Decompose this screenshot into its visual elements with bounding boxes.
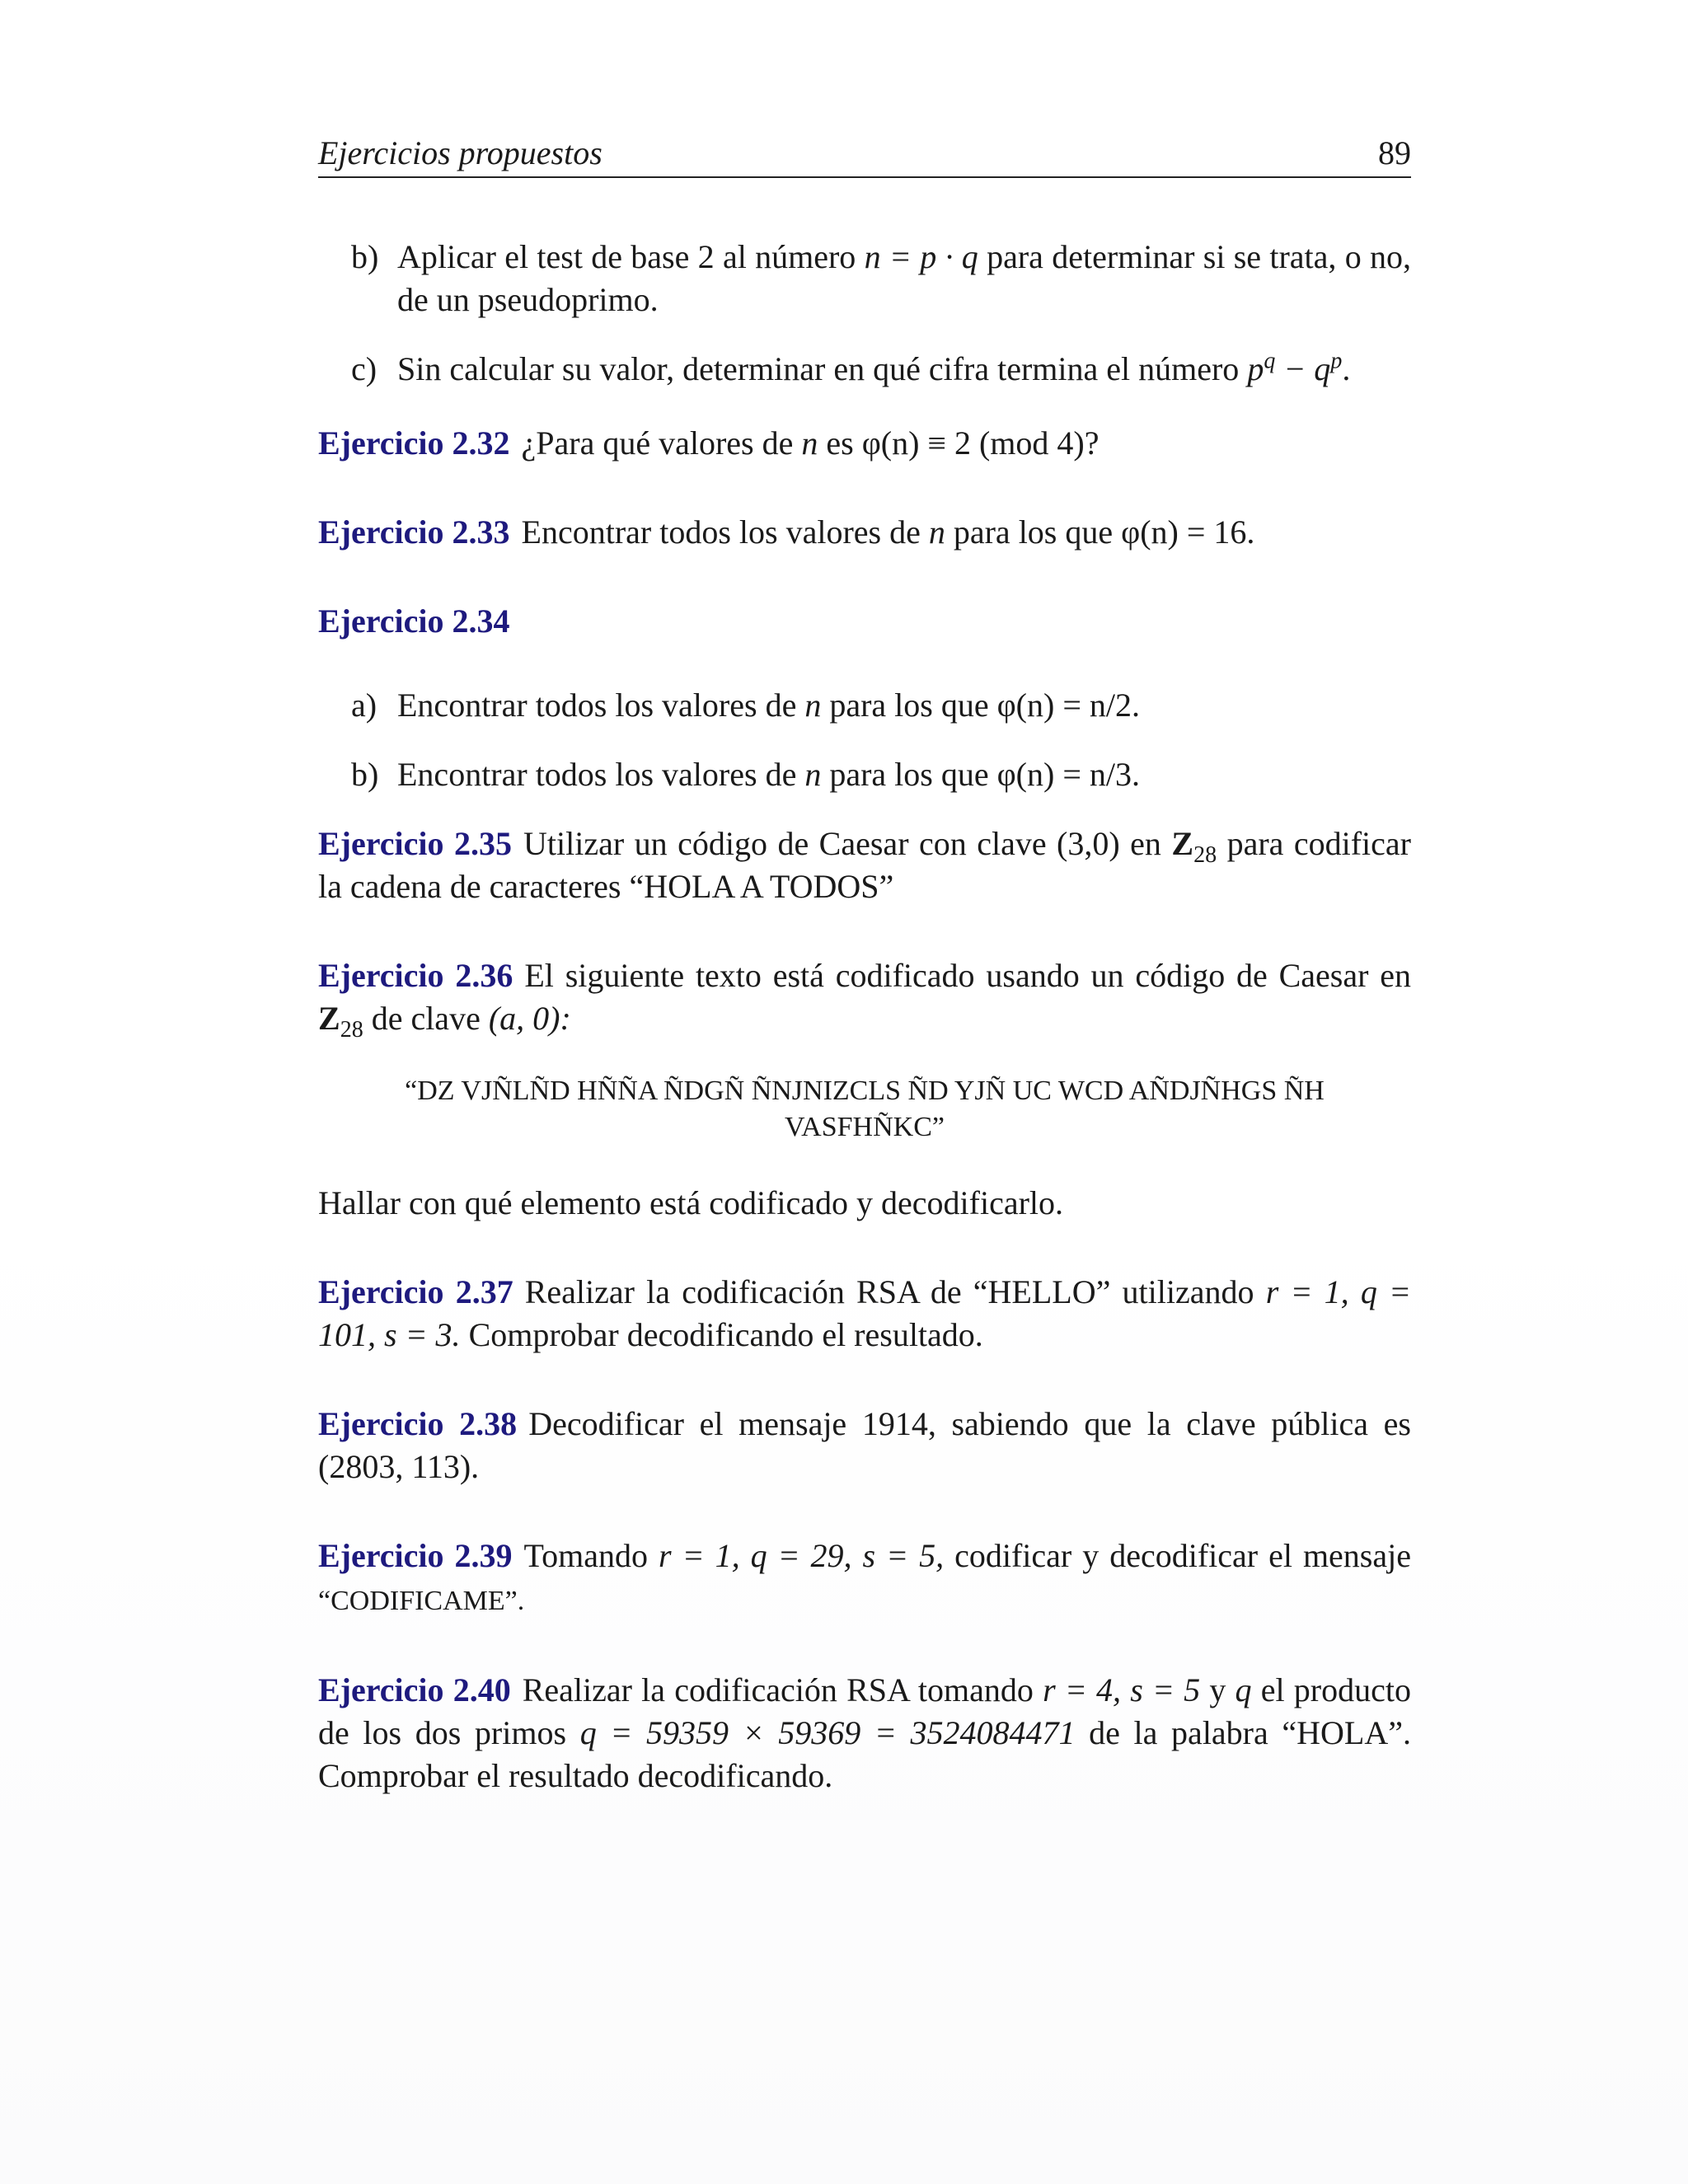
exercise-label: Ejercicio 2.36 (318, 957, 513, 994)
exercise-2-39 (318, 1535, 1411, 1623)
exercise-label: Ejercicio 2.37 (318, 1273, 513, 1310)
math-sub: 28 (1193, 842, 1217, 868)
math: φ(n) = 16. (1121, 513, 1255, 551)
item-tag: b) (351, 756, 379, 793)
exercise-2-36 (318, 954, 1411, 1043)
math: n (801, 424, 818, 462)
running-header (318, 132, 1411, 178)
cipher-text: “DZ VJÑLÑD HÑÑA ÑDGÑ ÑNJNIZCLS ÑD YJÑ UC WCD AÑDJÑHGS ÑH VASFHÑKC” (405, 1076, 1325, 1142)
list-item (351, 348, 1411, 391)
math: (a, 0): (488, 1000, 571, 1037)
text: Sin calcular su valor, determinar en qué cifra termina el número (397, 350, 1248, 387)
math: φ(n) = n/2. (996, 687, 1140, 724)
text: es (818, 424, 862, 462)
list-item (351, 684, 1411, 727)
text: Comprobar decodificando el resultado. (460, 1316, 983, 1353)
exercise-2-36-instruction: Hallar con qué elemento está codificado y decodificarlo. (318, 1184, 1064, 1221)
math: q = 59359 × 59369 = 3524084471 (579, 1714, 1076, 1751)
text: para los que (821, 756, 997, 793)
exercise-2-37 (318, 1271, 1411, 1357)
text: Utilizar un código de Caesar con clave (3,0) en (523, 825, 1172, 862)
text: el producto de los dos primos (318, 1671, 1411, 1751)
math: φ(n) = n/3. (996, 756, 1140, 793)
text: Decodificar el mensaje 1914, sabiendo que la clave pública es (2803, 113). (318, 1405, 1411, 1485)
text: para codificar la cadena de caracteres “HOLA A TODOS” (318, 825, 1411, 905)
exercise-2-34-items (318, 684, 1411, 796)
exercise-label: Ejercicio 2.38 (318, 1405, 518, 1442)
exercise-label: Ejercicio 2.40 (318, 1671, 511, 1708)
exercise-2-40 (318, 1669, 1411, 1797)
text: Tomando (523, 1537, 659, 1574)
math-sup: p (1330, 348, 1343, 374)
text: de clave (363, 1000, 489, 1037)
math: − q (1275, 350, 1331, 387)
item-text (397, 348, 1411, 391)
text: ¿Para qué valores de (521, 424, 802, 462)
item-text (397, 236, 1411, 321)
exercise-2-32 (318, 422, 1411, 465)
exercise-label: Ejercicio 2.35 (318, 825, 512, 862)
math-sub: 28 (340, 1017, 363, 1043)
exercise-2-34 (318, 600, 1411, 643)
exercise-2-33 (318, 511, 1411, 554)
text: para los que (821, 687, 997, 724)
math-set: Z (318, 1000, 340, 1037)
math: r = 1, q = 29, s = 5, (659, 1537, 945, 1574)
text: . (1342, 350, 1351, 387)
exercise-label: Ejercicio 2.34 (318, 602, 510, 640)
exercise-label: Ejercicio 2.33 (318, 513, 510, 551)
section-title: Ejercicios propuestos (318, 134, 603, 171)
text: Encontrar todos los valores de (521, 513, 929, 551)
text: y (1200, 1671, 1236, 1708)
item-text (397, 684, 1411, 727)
item-text (397, 753, 1411, 796)
text: de la palabra “HOLA”. Comprobar el resultado decodificando. (318, 1714, 1411, 1794)
math: r = 4, s = 5 (1043, 1671, 1201, 1708)
text: Encontrar todos los valores de (397, 687, 805, 724)
text: para los que (945, 513, 1122, 551)
item-tag: c) (351, 350, 377, 387)
math: n (804, 756, 822, 793)
math: p (1247, 350, 1264, 387)
document-page (318, 132, 1411, 1797)
list-item (351, 236, 1411, 321)
text: Realizar la codificación RSA tomando (522, 1671, 1043, 1708)
item-tag: a) (351, 687, 377, 724)
math: q (1235, 1671, 1252, 1708)
item-tag: b) (351, 238, 379, 275)
message-text: “CODIFICAME”. (318, 1586, 525, 1616)
math-sup: q (1264, 348, 1276, 374)
exercise-label: Ejercicio 2.32 (318, 424, 510, 462)
math: n = p · q (864, 238, 978, 275)
list-item (351, 753, 1411, 796)
math: r = 1, q = 101, s = 3. (318, 1273, 1411, 1353)
text: Aplicar el test de base 2 al número (397, 238, 865, 275)
math-set: Z (1171, 825, 1194, 862)
math: n (928, 513, 945, 551)
text: codificar y decodificar el mensaje (944, 1537, 1411, 1574)
math: φ(n) ≡ 2 (mod 4)? (861, 424, 1100, 462)
exercise-2-35 (318, 823, 1411, 908)
previous-exercise-items (318, 236, 1411, 391)
text: El siguiente texto está codificado usando un código de Caesar en (524, 957, 1411, 994)
text: para determinar si se trata, o no, de un pseudoprimo. (397, 238, 1411, 318)
text: Encontrar todos los valores de (397, 756, 805, 793)
exercise-label: Ejercicio 2.39 (318, 1537, 513, 1574)
exercise-2-38 (318, 1403, 1411, 1488)
text: Realizar la codificación RSA de “HELLO” utilizando (524, 1273, 1266, 1310)
math: n (804, 687, 822, 724)
page-number: 89 (1378, 134, 1411, 171)
